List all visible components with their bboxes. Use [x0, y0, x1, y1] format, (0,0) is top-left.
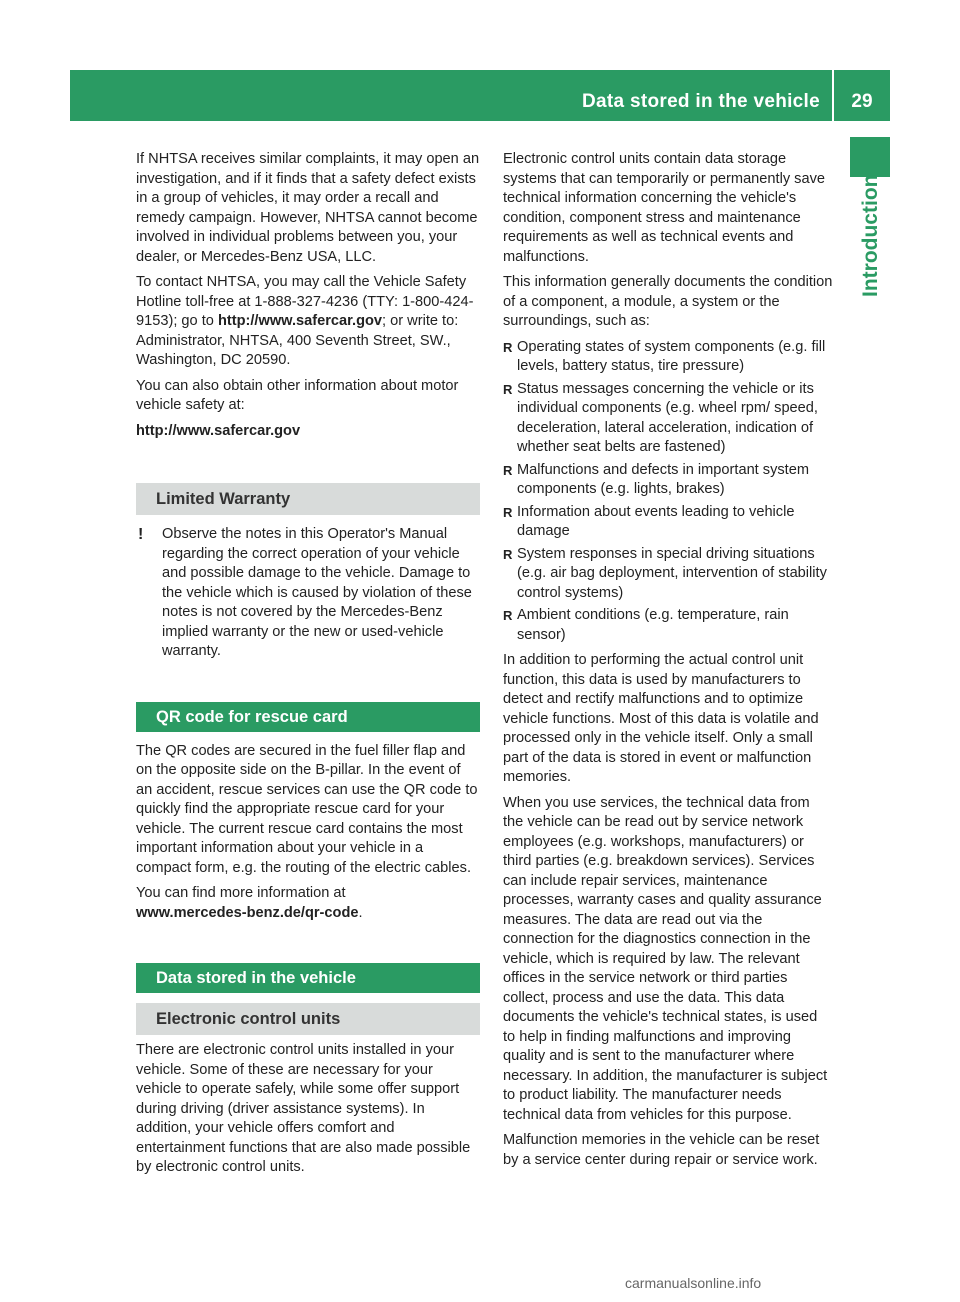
page-header [70, 70, 890, 121]
bullet-icon: R [503, 339, 513, 355]
watermark: carmanualsonline.info [625, 1275, 762, 1291]
side-tab-block [850, 137, 890, 177]
contact-paragraph: To contact NHTSA, you may call the Vehicle Safety Hotline toll-free at 1-888-327-4236 (TTY: 1-800-424-9153); go to http://www.safercar.gov; or write to: Administrator, NHTSA, 400 Seventh Street, SW., Washington, DC 20590. [136, 274, 474, 368]
qr-code-link[interactable]: www.mercedes-benz.de/qr-code [136, 904, 359, 921]
left-column [136, 150, 480, 1184]
ecu-storage-paragraph: Electronic control units contain data storage systems that can temporarily or permanently save technical information concerning the vehicle's condition, component stress and maintenance requirements as well as technical events and malfunctions. [503, 151, 826, 265]
side-tab-label: Introduction [859, 174, 882, 297]
warning-note [136, 525, 480, 662]
list-item: R Status messages concerning the vehicle or its individual components (e.g. wheel rpm/ speed, deceleration, lateral acceleration, indication of whether seat belts are fastened) [503, 380, 818, 455]
ecu-paragraph: There are electronic control units installed in your vehicle. Some of these are necessary for your vehicle to operate safely, while some offer support during driving (driver assistance systems). In addition, your vehicle offers comfort and entertainment functions that are also made possible by electronic control units. [136, 1042, 471, 1175]
qr-code-paragraph: The QR codes are secured in the fuel filler flap and on the opposite side on the B-pillar. In the event of an accident, rescue services can use the QR code to quickly find the appropriate rescue card for your vehicle. The current rescue card contains the most important information about your vehicle in a compact form, e.g. the routing of the electric cables. [136, 742, 478, 876]
list-item: R Ambient conditions (e.g. temperature, rain sensor) [503, 607, 789, 643]
right-column [503, 150, 833, 1176]
ecu-info-paragraph: This information generally documents the condition of a component, a module, a system or the surroundings, such as: [503, 274, 833, 329]
bullet-icon: R [503, 381, 513, 397]
data-stored-heading: Data stored in the vehicle [136, 963, 480, 993]
safercar-link[interactable]: http://www.safercar.gov [136, 422, 301, 439]
safercar-link-inline[interactable]: http://www.safercar.gov [217, 313, 383, 329]
warning-text: Observe the notes in this Operator's Manual regarding the correct operation of your vehicle and possible damage to the vehicle. Damage to the vehicle which is caused by violation of these notes is not covered by the Mercedes-Benz implied warranty or the new or used-vehicle warranty. [162, 526, 472, 659]
list-item: R Malfunctions and defects in important system components (e.g. lights, brakes) [503, 461, 810, 497]
qr-code-more-info: You can find more information at www.mercedes-benz.de/qr-code. [136, 885, 363, 921]
services-paragraph: When you use services, the technical data from the vehicle can be read out by service network employees (e.g. workshops, manufacturers) or third parties (e.g. breakdown services). Services can include repair services, maintenance processes, warranty cases and quality assurance measures. The data are read out via the connection for the diagnostics connection in the vehicle, which is required by law. The relevant offices in the service network or third parties collect, process and use the data. This data documents the vehicle's technical states, is used to help in finding malfunctions and improving quality and is sent to the manufacturer where necessary. In addition, the manufacturer is subject to product liability. The manufacturer needs technical data from vehicles for this purpose. [503, 794, 828, 1123]
list-item: R Information about events leading to vehicle damage [503, 503, 795, 539]
list-item: R Operating states of system components (e.g. fill levels, battery status, tire pressure) [503, 338, 826, 374]
intro-paragraph: If NHTSA receives similar complaints, it may open an investigation, and if it finds that a safety defect exists in a group of vehicles, it may order a recall and remedy campaign. However, NHTSA cannot become involved in individual problems between you, your dealer, or Mercedes-Benz USA, LLC. [136, 151, 480, 265]
warning-icon: ! [138, 526, 144, 543]
bullet-icon: R [503, 504, 513, 520]
bullet-icon: R [503, 546, 513, 562]
info-paragraph: You can also obtain other information about motor vehicle safety at: [136, 377, 459, 413]
data-usage-paragraph: In addition to performing the actual control unit function, this data is used by manufacturers to detect and rectify malfunctions and to optimize vehicle functions. Most of this data is volatile and processed only in the vehicle itself. Only a small part of the data is stored in event or malfunction memories. [503, 652, 819, 785]
page-number: 29 [851, 91, 873, 112]
header-title: Data stored in the vehicle [582, 91, 820, 112]
qr-code-heading: QR code for rescue card [136, 702, 480, 732]
malfunction-memory-paragraph: Malfunction memories in the vehicle can be reset by a service center during repair or service work. [503, 1132, 820, 1168]
electronic-control-units-heading: Electronic control units [136, 1003, 480, 1035]
list-item: R System responses in special driving situations (e.g. air bag deployment, intervention of stability control systems) [503, 545, 827, 601]
data-bullet-list [503, 338, 833, 646]
bullet-icon: R [503, 462, 513, 478]
bullet-icon: R [503, 608, 513, 623]
limited-warranty-heading: Limited Warranty [136, 483, 480, 515]
